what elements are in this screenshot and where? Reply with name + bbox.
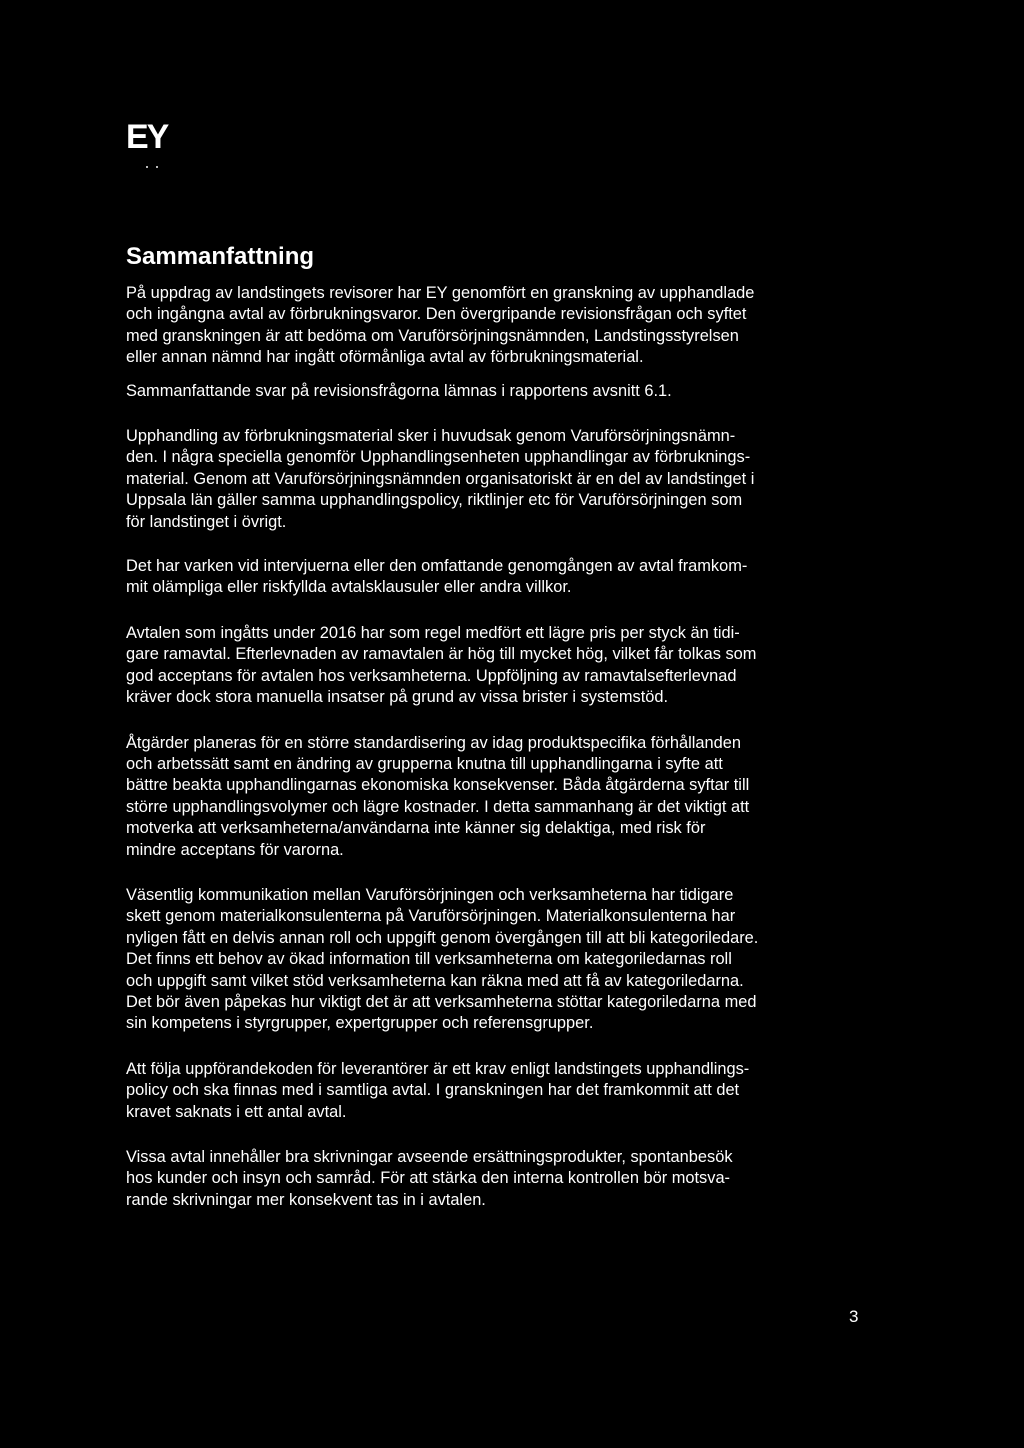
paragraph-line: Det bör även påpekas hur viktigt det är att verksamheterna stöttar kategoriledarna med: [126, 992, 757, 1011]
paragraph-line: Åtgärder planeras för en större standardisering av idag produktspecifika förhållanden: [126, 733, 742, 752]
paragraph-line: eller annan nämnd har ingått oförmånliga avtal av förbrukningsmaterial.: [126, 348, 644, 367]
paragraph-line: Väsentlig kommunikation mellan Varuförsörjningen och verksamheterna har tidigare: [126, 885, 734, 904]
paragraph-line: den. I några speciella genomför Upphandlingsenheten upphandlingar av förbruknings-: [126, 448, 751, 467]
paragraph-line: Upphandling av förbrukningsmaterial sker i huvudsak genom Varuförsörjningsnämn-: [126, 427, 736, 446]
paragraph-line: och ingångna avtal av förbrukningsvaror. Den övergripande revisionsfrågan och syftet: [126, 305, 747, 324]
paragraph-line: Det finns ett behov av ökad information till verksamheterna om kategoriledarnas roll: [126, 950, 732, 969]
paragraph-line: hos kunder och insyn och samråd. För att stärka den interna kontrollen bör motsva-: [126, 1169, 731, 1188]
paragraph-line: bättre beakta upphandlingarnas ekonomiska konsekvenser. Båda åtgärderna syftar till: [126, 776, 750, 795]
paragraph-line: Sammanfattande svar på revisionsfrågorna lämnas i rapportens avsnitt 6.1.: [126, 381, 672, 400]
paragraph: [126, 381, 871, 402]
paragraph-line: policy och ska finnas med i samtliga avtal. I granskningen har det framkommit att det: [126, 1081, 740, 1100]
paragraph-line: motverka att verksamheterna/användarna inte känner sig delaktiga, med risk för: [126, 819, 706, 838]
paragraph-line: för landstinget i övrigt.: [126, 512, 287, 531]
paragraph: [126, 1147, 871, 1211]
ey-logo: EY: [126, 118, 168, 156]
paragraph-line: större upphandlingsvolymer och lägre kostnader. I detta sammanhang är det viktigt att: [126, 797, 750, 816]
paragraph: [126, 556, 871, 599]
paragraph-line: På uppdrag av landstingets revisorer har EY genomfört en granskning av upphandlade: [126, 284, 755, 302]
paragraph-line: gare ramavtal. Efterlevnaden av ramavtalen är hög till mycket hög, vilket får tolkas som: [126, 645, 757, 664]
paragraph-line: Uppsala län gäller samma upphandlingspolicy, riktlinjer etc för Varuförsörjningen som: [126, 491, 743, 510]
section-title: Sammanfattning: [126, 243, 315, 270]
paragraph-line: kräver dock stora manuella insatser på grund av vissa brister i systemstöd.: [126, 688, 669, 707]
paragraph-line: och uppgift samt vilket stöd verksamheterna kan räkna med att få av kategoriledarna.: [126, 971, 744, 990]
paragraph-line: och arbetssätt samt en ändring av grupperna knutna till upphandlingarna i syfte att: [126, 754, 723, 773]
paragraph-line: rande skrivningar mer konsekvent tas in i avtalen.: [126, 1190, 486, 1209]
paragraph-line: nyligen fått en delvis annan roll och uppgift genom övergången till att bli kategoriledare.: [126, 928, 759, 947]
paragraph: [126, 283, 871, 369]
logo-mark-icon: [146, 166, 160, 170]
paragraph-line: kravet saknats i ett antal avtal.: [126, 1102, 347, 1121]
paragraph-line: Att följa uppförandekoden för leverantörer är ett krav enligt landstingets upphandlings-: [126, 1059, 750, 1078]
paragraph-line: mindre acceptans för varorna.: [126, 840, 344, 859]
paragraph: [126, 733, 871, 861]
paragraph: [126, 1059, 871, 1123]
paragraph-line: sin kompetens i styrgrupper, expertgrupper och referensgrupper.: [126, 1014, 594, 1033]
paragraph-line: material. Genom att Varuförsörjningsnämnden organisatoriskt är en del av landstinget i: [126, 469, 755, 488]
paragraph-line: mit olämpliga eller riskfyllda avtalsklausuler eller andra villkor.: [126, 578, 572, 597]
paragraph: [126, 623, 871, 709]
paragraph-line: Avtalen som ingåtts under 2016 har som regel medfört ett lägre pris per styck än tidi-: [126, 623, 740, 642]
summary-body: [126, 283, 871, 1211]
paragraph-line: skett genom materialkonsulenterna på Varuförsörjningen. Materialkonsulenterna har: [126, 907, 736, 926]
paragraph-line: god acceptans för avtalen hos verksamheterna. Uppföljning av ramavtalsefterlevnad: [126, 666, 737, 685]
page-number: 3: [849, 1307, 859, 1326]
paragraph-line: Det har varken vid intervjuerna eller den omfattande genomgången av avtal framkom-: [126, 557, 748, 576]
paragraph-line: Vissa avtal innehåller bra skrivningar avseende ersättningsprodukter, spontanbesök: [126, 1148, 733, 1166]
paragraph: [126, 426, 871, 533]
paragraph: [126, 885, 871, 1035]
paragraph-line: med granskningen är att bedöma om Varuförsörjningsnämnden, Landstingsstyrelsen: [126, 326, 739, 345]
